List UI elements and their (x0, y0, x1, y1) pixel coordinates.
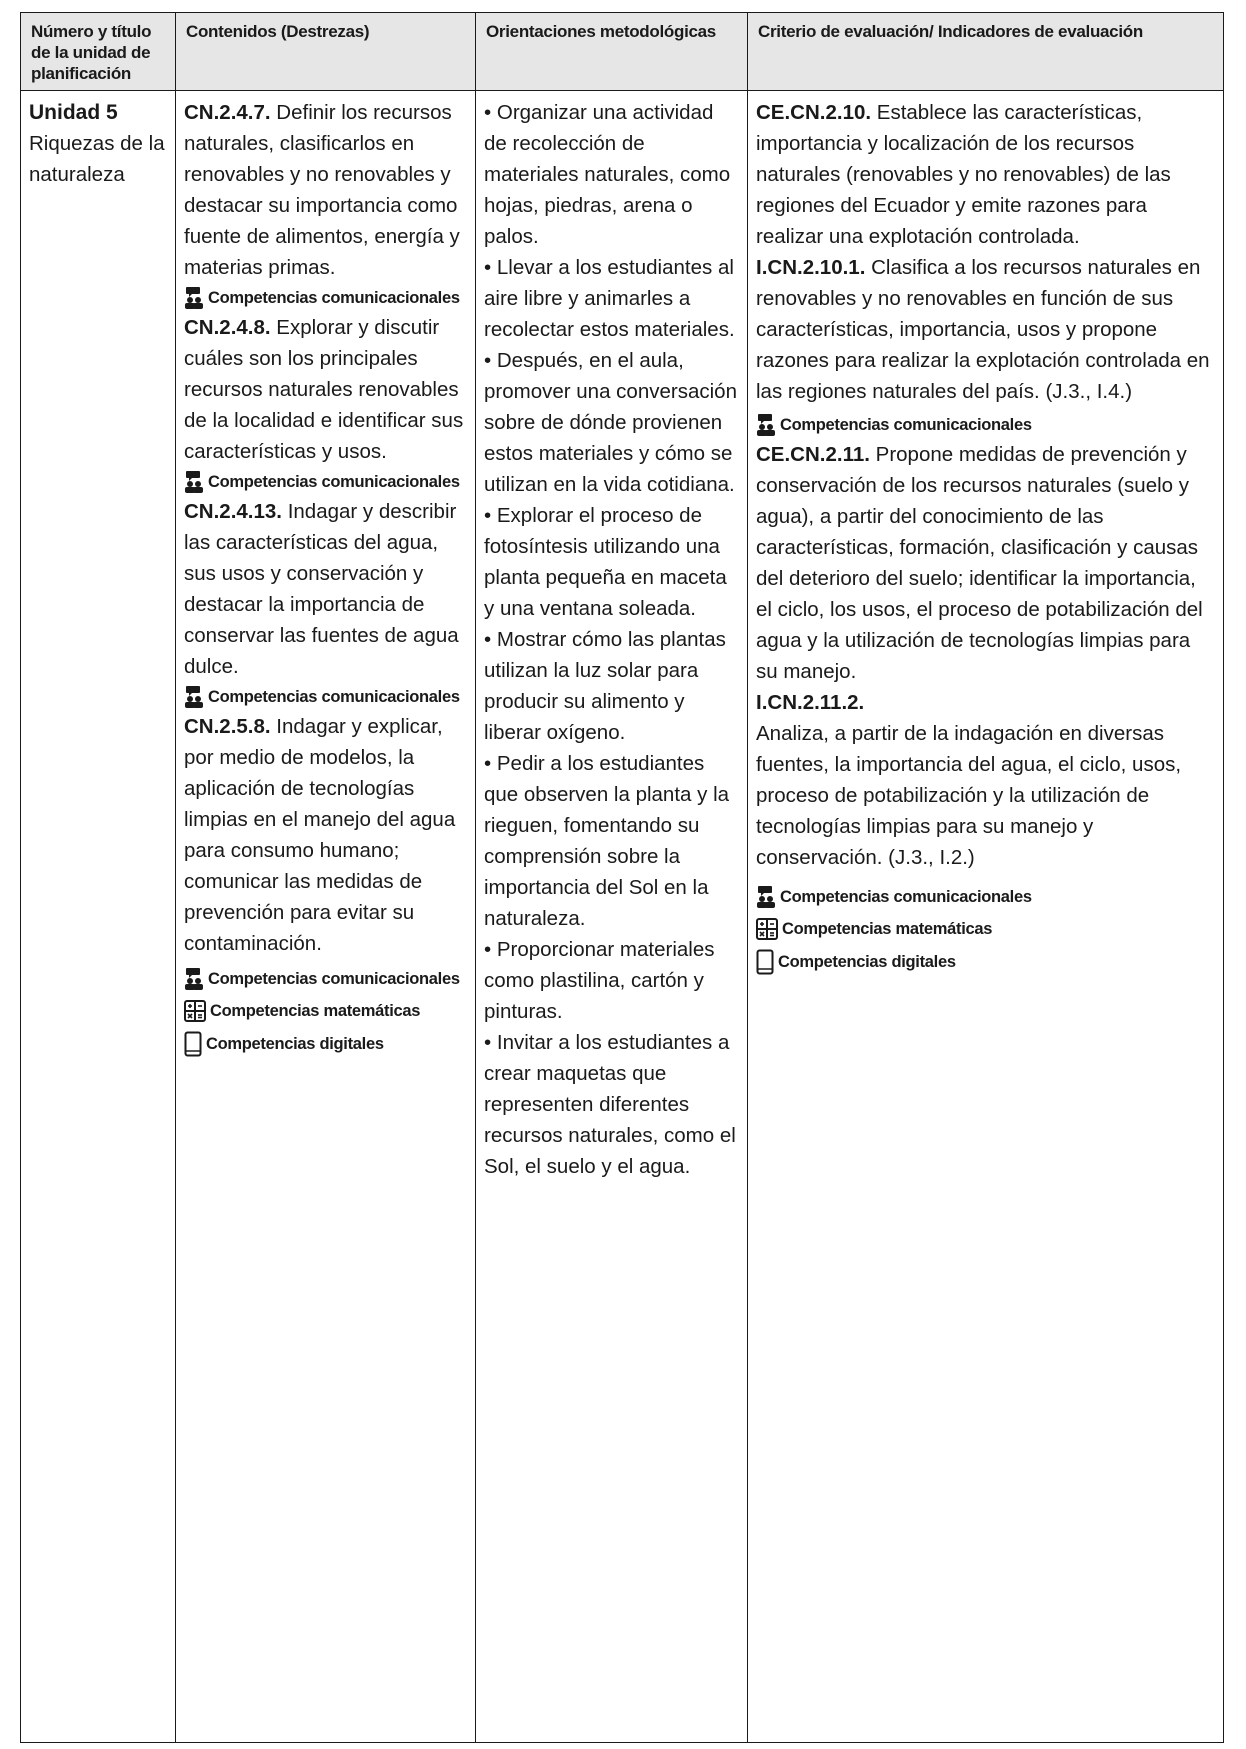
competency-badge: Competencias matemáticas (756, 917, 1215, 941)
contents-cell (176, 91, 476, 1743)
competency-badge: Competencias comunicacionales (184, 470, 467, 494)
unit-cell (21, 91, 176, 1743)
skill-entry: CN.2.4.7. Definir los recursos naturales, clasificarlos en renovables y no renovables y destacar su importancia como fuente de alimentos, energía y materias primas. (184, 101, 460, 279)
skill-entry: CN.2.4.13. Indagar y describir las características del agua, sus usos y conservación y destacar la importancia de conservar las fuentes de agua dulce. (184, 500, 459, 678)
methodology-item: • Proporcionar materiales como plastilina, cartón y pinturas. (484, 938, 715, 1023)
skill-entry: CN.2.4.8. Explorar y discutir cuáles son los principales recursos naturales renovables de la localidad e identificar sus características y usos. (184, 316, 464, 463)
methodology-cell (476, 91, 748, 1743)
indicator-text: Analiza, a partir de la indagación en diversas fuentes, la importancia del agua, el ciclo, usos, proceso de potabilización y la utilización de tecnologías limpias para su manejo y conservación. (J.3., I.2.) (756, 722, 1182, 869)
people-chat-icon (184, 287, 204, 309)
header-unit: Número y título de la unidad de planificación (21, 13, 176, 91)
competency-badge: Competencias comunicacionales (756, 885, 1215, 909)
people-chat-icon (184, 471, 204, 493)
header-methodology: Orientaciones metodológicas (476, 13, 748, 91)
mobile-phone-icon (756, 949, 774, 975)
unit-subtitle: Riquezas de la naturaleza (29, 132, 165, 186)
mobile-phone-icon (184, 1031, 202, 1057)
competency-badge: Competencias digitales (756, 949, 1215, 975)
criterion-entry: CE.CN.2.10. Establece las características, importancia y localización de los recursos naturales (renovables y no renovables) de las regiones del Ecuador y emite razones para realizar una explotación controlada. (756, 101, 1171, 248)
header-contents: Contenidos (Destrezas) (176, 13, 476, 91)
calculator-icon (756, 918, 778, 940)
methodology-item: • Invitar a los estudiantes a crear maquetas que representen diferentes recursos naturales, como el Sol, el suelo y el agua. (484, 1031, 736, 1178)
methodology-item: • Mostrar cómo las plantas utilizan la luz solar para producir su alimento y liberar oxígeno. (484, 628, 726, 744)
methodology-item: • Organizar una actividad de recolección de materiales naturales, como hojas, piedras, arena o palos. (484, 101, 731, 248)
competency-badge: Competencias comunicacionales (756, 413, 1215, 437)
competency-badge: Competencias digitales (184, 1031, 467, 1057)
methodology-item: • Llevar a los estudiantes al aire libre y animarles a recolectar estos materiales. (484, 256, 735, 341)
criteria-cell (748, 91, 1224, 1743)
indicator-code: I.CN.2.11.2. (756, 691, 865, 714)
header-criteria: Criterio de evaluación/ Indicadores de evaluación (748, 13, 1224, 91)
unit-title: Unidad 5 (29, 101, 118, 124)
planning-table (20, 12, 1224, 1743)
people-chat-icon (184, 686, 204, 708)
methodology-item: • Después, en el aula, promover una conversación sobre de dónde provienen estos materiales y cómo se utilizan en la vida cotidiana. (484, 349, 737, 496)
skill-entry: CN.2.5.8. Indagar y explicar, por medio de modelos, la aplicación de tecnologías limpias en el manejo del agua para consumo humano; comunicar las medidas de prevención para evitar su contaminación. (184, 715, 456, 955)
methodology-item: • Pedir a los estudiantes que observen la planta y la rieguen, fomentando su comprensión sobre la importancia del Sol en la naturaleza. (484, 752, 730, 930)
competency-badge: Competencias comunicacionales (184, 286, 467, 310)
competency-badge: Competencias comunicacionales (184, 967, 467, 991)
criterion-entry: CE.CN.2.11. Propone medidas de prevención y conservación de los recursos naturales (suelo y agua), a partir del conocimiento de las características, formación, clasificación y causas del deterioro del suelo; identificar la importancia, el ciclo, los usos, el proceso de potabilización del agua y la utilización de tecnologías limpias para su manejo. (756, 443, 1203, 683)
competency-badge: Competencias comunicacionales (184, 685, 467, 709)
methodology-item: • Explorar el proceso de fotosíntesis utilizando una planta pequeña en maceta y una ventana soleada. (484, 504, 727, 620)
indicator-entry: I.CN.2.10.1. Clasifica a los recursos naturales en renovables y no renovables en función de sus características, importancia, usos y propone razones para realizar la explotación controlada en las regiones naturales del país. (J.3., I.4.) (756, 256, 1210, 403)
people-chat-icon (756, 886, 776, 908)
calculator-icon (184, 1000, 206, 1022)
header-row (21, 13, 1224, 91)
people-chat-icon (184, 968, 204, 990)
unit-row (21, 91, 1224, 1743)
people-chat-icon (756, 414, 776, 436)
competency-badge: Competencias matemáticas (184, 999, 467, 1023)
